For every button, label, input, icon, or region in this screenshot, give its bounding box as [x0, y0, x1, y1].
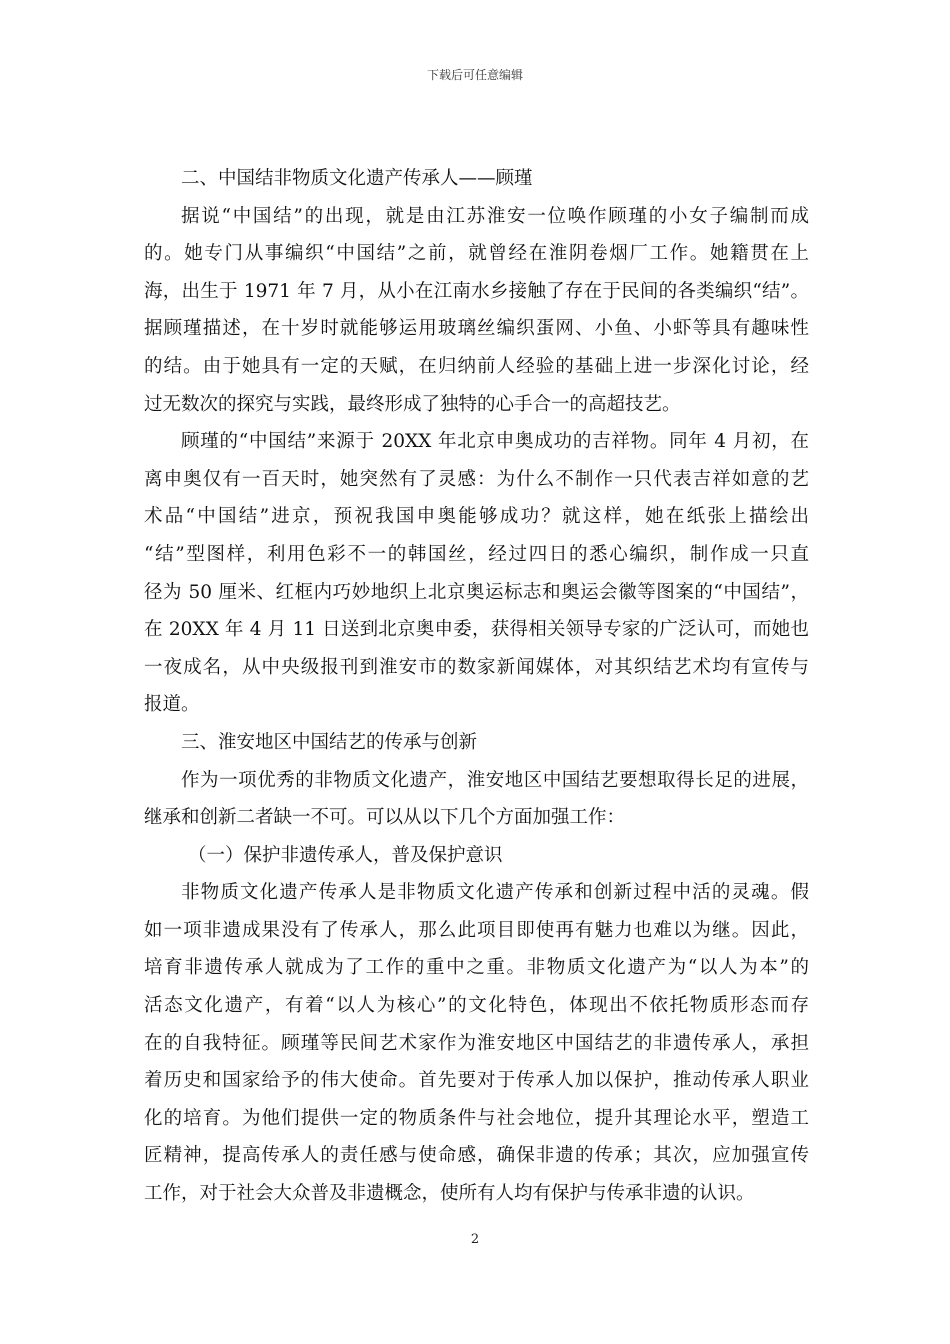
page-number: 2 — [470, 1232, 480, 1247]
text-line: 作为一项优秀的非物质文化遗产，淮安地区中国结艺要想取得长足的进展， — [181, 769, 809, 791]
text-line: 一夜成名，从中央级报刊到淮安市的数家新闻媒体，对其织结艺术均有宣传与 — [144, 656, 809, 678]
text-line: 的结。由于她具有一定的天赋，在归纳前人经验的基础上进一步深化讨论，经 — [144, 355, 809, 377]
text-line: 报道。 — [144, 694, 200, 716]
text-line: 在的自我特征。顾瑾等民间艺术家作为淮安地区中国结艺的非遗传承人，承担 — [144, 1032, 809, 1054]
text-line: 据说“中国结”的出现，就是由江苏淮安一位唤作顾瑾的小女子编制而成 — [181, 205, 809, 227]
text-line: 工作，对于社会大众普及非遗概念，使所有人均有保护与传承非遗的认识。 — [144, 1183, 755, 1205]
text-line: 培育非遗传承人就成为了工作的重中之重。非物质文化遗产为“以人为本”的 — [144, 957, 809, 979]
page-header-note: 下载后可任意编辑 — [426, 68, 523, 82]
text-line: 匠精神，提高传承人的责任感与使命感，确保非遗的传承；其次，应加强宣传 — [144, 1145, 809, 1167]
text-line: 继承和创新二者缺一不可。可以从以下几个方面加强工作： — [144, 807, 626, 829]
text-line: 在 20XX 年 4 月 11 日送到北京奥申委，获得相关领导专家的广泛认可，而她也 — [144, 619, 809, 641]
text-line: 离申奥仅有一百天时，她突然有了灵感：为什么不制作一只代表吉祥如意的艺 — [144, 468, 809, 490]
text-line: “结”型图样，利用色彩不一的韩国丝，经过四日的悉心编织，制作成一只直 — [144, 543, 809, 565]
text-line: 据顾瑾描述，在十岁时就能够运用玻璃丝编织蛋网、小鱼、小虾等具有趣味性 — [144, 318, 809, 340]
text-line: 过无数次的探究与实践，最终形成了独特的心手合一的高超技艺。 — [144, 393, 681, 415]
document-body — [144, 160, 809, 1213]
text-line: 术品“中国结”进京，预祝我国申奥能够成功？就这样，她在纸张上描绘出 — [144, 506, 809, 528]
text-line: 顾瑾的“中国结”来源于 20XX 年北京申奥成功的吉祥物。同年 4 月初，在 — [181, 431, 809, 453]
text-line: 径为 50 厘米、红框内巧妙地织上北京奥运标志和奥运会徽等图案的“中国结”， — [144, 581, 809, 603]
text-line: 化的培育。为他们提供一定的物质条件与社会地位，提升其理论水平，塑造工 — [144, 1107, 809, 1129]
section-heading: 二、中国结非物质文化遗产传承人——顾瑾 — [181, 168, 533, 189]
text-line: 如一项非遗成果没有了传承人，那么此项目即使再有魅力也难以为继。因此， — [144, 919, 809, 941]
subsection-heading: （一）保护非遗传承人，普及保护意识 — [188, 844, 503, 866]
text-line: 海，出生于 1971 年 7 月，从小在江南水乡接触了存在于民间的各类编织“结”。 — [144, 280, 809, 302]
text-line: 活态文化遗产，有着“以人为核心”的文化特色，体现出不依托物质形态而存 — [144, 995, 809, 1017]
text-line: 非物质文化遗产传承人是非物质文化遗产传承和创新过程中活的灵魂。假 — [181, 882, 809, 904]
section-heading: 三、淮安地区中国结艺的传承与创新 — [181, 731, 478, 753]
text-line: 的。她专门从事编织“中国结”之前，就曾经在淮阴卷烟厂工作。她籍贯在上 — [144, 243, 809, 265]
text-line: 着历史和国家给予的伟大使命。首先要对于传承人加以保护，推动传承人职业 — [144, 1070, 809, 1092]
